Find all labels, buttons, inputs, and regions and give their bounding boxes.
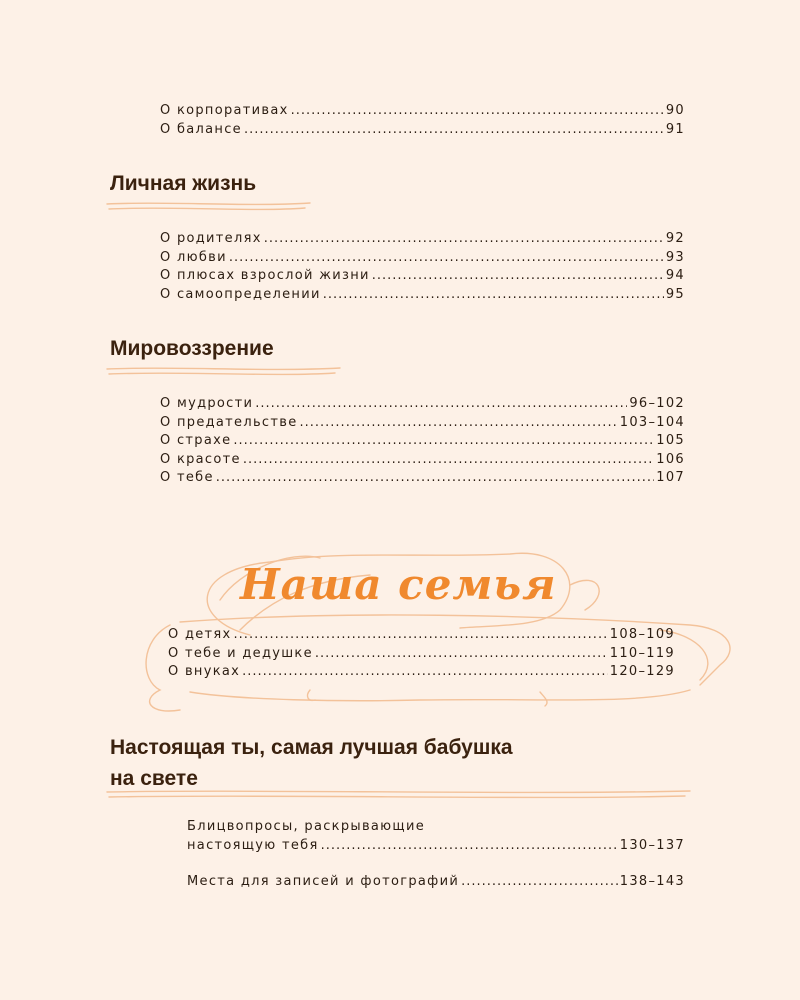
heading-underline xyxy=(105,200,315,214)
dot-leader xyxy=(315,645,608,664)
heading-underline xyxy=(105,788,695,802)
dot-leader xyxy=(291,102,664,121)
dot-leader xyxy=(242,663,608,682)
toc-entry-label: настоящую тебя xyxy=(187,837,319,853)
toc-entry[interactable] xyxy=(160,432,685,451)
toc-entry[interactable] xyxy=(168,626,675,645)
toc-entry[interactable] xyxy=(160,102,685,121)
toc-entry[interactable] xyxy=(160,414,685,433)
heading-underline xyxy=(105,365,345,379)
toc-entry[interactable] xyxy=(168,645,675,664)
toc-entry-page: 94 xyxy=(665,268,685,283)
toc-entry-label: О страхе xyxy=(160,433,232,448)
dot-leader xyxy=(234,626,608,645)
toc-entry[interactable] xyxy=(160,230,685,249)
dot-leader xyxy=(233,432,654,451)
dot-leader xyxy=(243,451,654,470)
toc-entry-label: О внуках xyxy=(168,664,241,679)
toc-entry-page: 107 xyxy=(656,470,685,485)
toc-entry[interactable] xyxy=(160,286,685,305)
toc-entry-page: 106 xyxy=(656,451,685,467)
toc-entry-label: О детях xyxy=(168,627,232,642)
toc-entry[interactable] xyxy=(160,469,685,488)
dot-leader xyxy=(244,121,664,140)
toc-entry-label: О предательстве xyxy=(160,414,298,430)
toc-entry[interactable] xyxy=(160,249,685,268)
toc-entry-label-line xyxy=(187,818,685,837)
toc-entry-label-line xyxy=(187,837,685,856)
dot-leader xyxy=(255,395,627,414)
dot-leader xyxy=(461,873,618,892)
toc-entry-page: 110–119 xyxy=(609,645,675,661)
toc-entry-page: 93 xyxy=(665,249,685,265)
section-heading-best-grandma xyxy=(110,732,513,794)
toc-entry-label: О родителях xyxy=(160,231,262,246)
toc-entry-label: О самоопределении xyxy=(160,286,321,302)
toc-entry-page: 96–102 xyxy=(629,396,685,411)
toc-entry-page: 108–109 xyxy=(609,627,675,642)
toc-entry-label: О корпоративах xyxy=(160,103,289,118)
toc-entry-page: 138–143 xyxy=(619,874,685,889)
toc-entry[interactable] xyxy=(160,395,685,414)
toc-entry[interactable] xyxy=(187,818,685,855)
dot-leader xyxy=(264,230,664,249)
toc-entry-page: 95 xyxy=(665,286,685,302)
toc-entry[interactable] xyxy=(187,873,685,892)
toc-group-personal-life xyxy=(160,230,685,304)
dot-leader xyxy=(321,837,618,856)
toc-entry-page: 92 xyxy=(665,231,685,246)
toc-entry-label: О красоте xyxy=(160,451,241,467)
dot-leader xyxy=(216,469,655,488)
toc-entry[interactable] xyxy=(168,663,675,682)
toc-entry-page: 90 xyxy=(665,103,685,118)
toc-entry-label: Блицвопросы, раскрывающие xyxy=(187,819,426,834)
dot-leader xyxy=(300,414,618,433)
toc-entry[interactable] xyxy=(160,451,685,470)
toc-entry-label: О любви xyxy=(160,249,227,265)
toc-entry-page: 91 xyxy=(665,121,685,137)
toc-group-worldview xyxy=(160,395,685,488)
toc-entry-page: 105 xyxy=(656,433,685,448)
heading-line: на свете xyxy=(110,767,198,790)
dot-leader xyxy=(323,286,664,305)
section-heading-our-family: Наша семья xyxy=(240,560,557,609)
toc-group-top xyxy=(160,102,685,139)
dot-leader xyxy=(229,249,664,268)
dot-leader xyxy=(372,267,664,286)
toc-entry-label: О плюсах взрослой жизни xyxy=(160,268,370,283)
toc-entry[interactable] xyxy=(160,121,685,140)
heading-line: Настоящая ты, самая лучшая бабушка xyxy=(110,736,513,759)
toc-entry-page: 130–137 xyxy=(619,837,685,853)
toc-entry-label: О балансе xyxy=(160,121,242,137)
toc-entry-label: О мудрости xyxy=(160,396,254,411)
toc-group-our-family xyxy=(168,626,675,682)
section-heading-personal-life: Личная жизнь xyxy=(110,172,257,195)
toc-entry-label: О тебе xyxy=(160,470,214,485)
toc-entry-page: 103–104 xyxy=(619,414,685,430)
toc-entry[interactable] xyxy=(160,267,685,286)
toc-entry-label: Места для записей и фотографий xyxy=(187,874,460,889)
section-heading-worldview: Мировоззрение xyxy=(110,337,274,360)
toc-group-best-grandma xyxy=(187,818,685,892)
toc-entry-page: 120–129 xyxy=(609,664,675,679)
toc-entry-label: О тебе и дедушке xyxy=(168,645,313,661)
